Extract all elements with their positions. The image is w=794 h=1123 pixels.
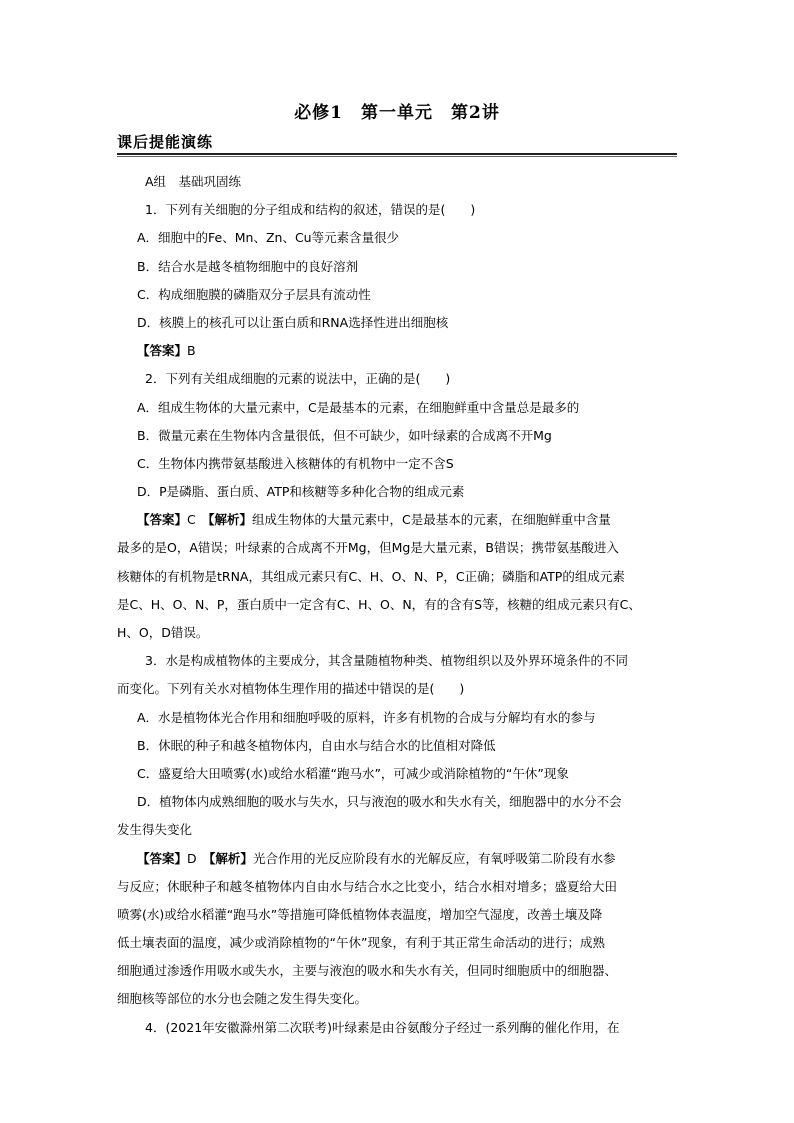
question-3-option-c: C．盛夏给大田喷雾(水)或给水稻灌“跑马水”，可减少或消除植物的“午休”现象 xyxy=(137,765,569,781)
question-3-analysis-line-2: 与反应；休眠种子和越冬植物体内自由水与结合水之比变小，结合水相对增多；盛夏给大田 xyxy=(117,878,618,894)
question-3-analysis-line-4: 低土壤表面的温度，减少或消除植物的“午休”现象，有利于其正常生命活动的进行；成熟 xyxy=(117,935,605,951)
question-2-option-c: C．生物体内携带氨基酸进入核糖体的有机物中一定不含S xyxy=(137,455,454,471)
question-1-option-a: A．细胞中的Fe、Mn、Zn、Cu等元素含量很少 xyxy=(137,230,400,246)
question-3-analysis-line-3: 喷雾(水)或给水稻灌“跑马水”等措施可降低植物体表温度，增加空气湿度，改善土壤及降 xyxy=(117,906,603,922)
question-3-analysis-line-5: 细胞通过渗透作用吸水或失水，主要与液泡的吸水和失水有关，但同时细胞质中的细胞器、 xyxy=(117,963,618,979)
page-title: 必修1 第一单元 第2讲 xyxy=(294,103,500,123)
answer-tag: 【答案】 xyxy=(137,512,188,528)
question-2-option-d: D．P是磷脂、蛋白质、ATP和核糖等多种化合物的组成元素 xyxy=(137,484,465,500)
question-2-answer-analysis xyxy=(117,506,677,534)
question-2-analysis-line-2: 最多的是O，A错误；叶绿素的合成离不开Mg，但Mg是大量元素，B错误；携带氨基酸进入 xyxy=(117,540,619,556)
question-3-answer-value: D xyxy=(187,850,197,866)
question-2-analysis-line-4: 是C、H、O、N、P，蛋白质中一定含有C、H、O、N，有的含有S等，核糖的组成元素只有C、 xyxy=(117,596,641,612)
answer-tag: 【答案】 xyxy=(137,850,188,866)
question-3-option-d-line-1: D．植物体内成熟细胞的吸水与失水，只与液泡的吸水和失水有关，细胞器中的水分不会 xyxy=(137,794,622,810)
section-header: 课后提能演练 xyxy=(117,133,214,151)
question-2-analysis-line-5: H、O，D错误。 xyxy=(117,625,209,640)
question-3-analysis-line-1: 光合作用的光反应阶段有水的光解反应，有氧呼吸第二阶段有水参 xyxy=(252,850,616,866)
question-3-stem-line-2: 而变化。下列有关水对植物体生理作用的描述中错误的是( ) xyxy=(117,681,465,697)
answer-tag: 【答案】 xyxy=(137,343,188,359)
analysis-tag: 【解析】 xyxy=(209,850,253,866)
question-3-option-b: B．休眠的种子和越冬植物体内，自由水与结合水的比值相对降低 xyxy=(137,737,496,753)
header-divider xyxy=(117,153,677,157)
question-2-analysis-line-3: 核糖体的有机物是tRNA，其组成元素只有C、H、O、N、P，C正确；磷脂和ATP的组成元素 xyxy=(117,568,625,584)
question-2-stem: 2．下列有关组成细胞的元素的说法中，正确的是( ) xyxy=(145,371,451,387)
question-3-answer-analysis xyxy=(117,845,677,873)
question-1-answer xyxy=(117,337,677,365)
group-label: A组 基础巩固练 xyxy=(145,174,242,189)
question-3-analysis-line-6: 细胞核等部位的水分也会随之发生得失变化。 xyxy=(117,991,368,1007)
question-3-option-a: A．水是植物体光合作用和细胞呼吸的原料，许多有机物的合成与分解均有水的参与 xyxy=(137,709,596,725)
analysis-tag: 【解析】 xyxy=(208,512,253,528)
question-1-answer-value: B xyxy=(187,343,196,359)
question-2-option-b: B．微量元素在生物体内含量很低，但不可缺少，如叶绿素的合成离不开Mg xyxy=(137,427,552,443)
question-2-option-a: A．组成生物体的大量元素中，C是最基本的元素，在细胞鲜重中含量总是最多的 xyxy=(137,399,580,415)
question-1-option-c: C．构成细胞膜的磷脂双分子层具有流动性 xyxy=(137,286,371,302)
document-body xyxy=(117,168,677,1042)
question-4-stem-line-1: 4．(2021年安徽滁州第二次联考)叶绿素是由谷氨酸分子经过一系列酶的催化作用，在 xyxy=(145,1019,620,1035)
question-2-analysis-line-1: 组成生物体的大量元素中，C是最基本的元素，在细胞鲜重中含量 xyxy=(252,512,611,528)
question-3-stem-line-1: 3．水是构成植物体的主要成分，其含量随植物种类、植物组织以及外界环境条件的不同 xyxy=(145,653,628,669)
question-1-stem: 1．下列有关细胞的分子组成和结构的叙述，错误的是( ) xyxy=(145,202,476,218)
question-3-option-d-line-2: 发生得失变化 xyxy=(117,822,193,838)
question-2-answer-value: C xyxy=(187,512,196,528)
question-1-option-d: D．核膜上的核孔可以让蛋白质和RNA选择性进出细胞核 xyxy=(137,314,449,330)
question-1-option-b: B．结合水是越冬植物细胞中的良好溶剂 xyxy=(137,258,359,274)
